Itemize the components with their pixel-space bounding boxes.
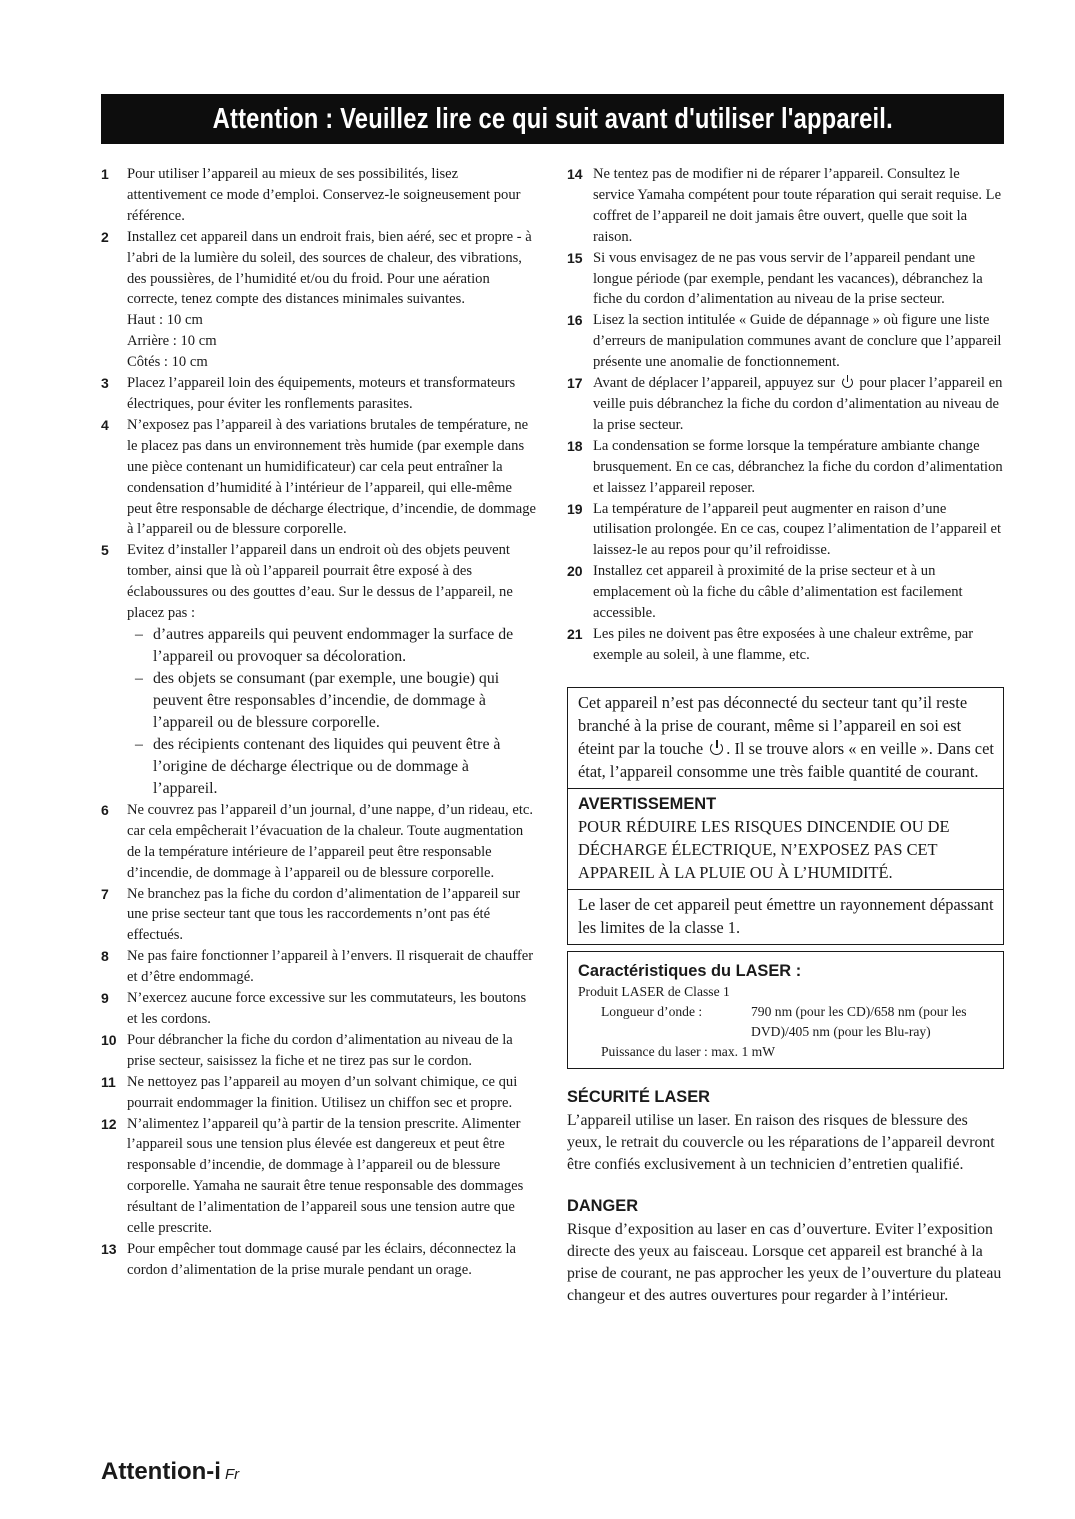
list-item: 3 Placez l’appareil loin des équipements, moteurs et transformateurs électriques, pour éviter les ronflements parasites. (101, 375, 516, 412)
danger-text: Risque d’exposition au laser en cas d’ouverture. Eviter l’exposition directe des yeux au faisceau. Lorsque cet appareil est branché à la prise de courant, ne pas approcher les yeux de l’ouverture du plateau changeur et des autres ouvertures pour regarder à l’intérieur. (567, 1220, 1002, 1304)
dash-item: – des objets se consumant (par exemple, une bougie) qui peuvent être responsables d’incendie, de dommage à l’appareil ou de blessure corporelle. (135, 669, 500, 731)
laser-notice-box: Le laser de cet appareil peut émettre un rayonnement dépassant les limites de la classe 1. (567, 889, 1004, 945)
list-item: 20 Installez cet appareil à proximité de la prise secteur et à un emplacement où la fiche du câble d’alimentation est facilement accessible. (567, 563, 963, 622)
warning-box (567, 788, 1004, 890)
language-code: Fr (224, 1466, 240, 1483)
dash-item: – d’autres appareils qui peuvent endommager la surface de l’appareil ou provoquer sa décoloration. (135, 625, 514, 665)
list-item: 7 Ne branchez pas la fiche du cordon d’alimentation de l’appareil sur une prise secteur tant que tous les raccordements n’ont pas été effectués. (101, 885, 521, 944)
list-item: 18 La condensation se forme lorsque la température ambiante change brusquement. En ce cas, débranchez la fiche du cordon d’alimentation et laissez l’appareil reposer. (567, 437, 1003, 496)
warning-text: POUR RÉDUIRE LES RISQUES DINCENDIE OU DE DÉCHARGE ÉLECTRIQUE, N’EXPOSEZ PAS CET APPAREIL À LA PLUIE OU À L’HUMIDITÉ. (578, 816, 950, 882)
page-number: Attention-i (101, 1458, 221, 1485)
laser-product: Produit LASER de Classe 1 (578, 983, 730, 999)
right-column (567, 164, 1004, 1307)
list-item: 14 Ne tentez pas de modifier ni de réparer l’appareil. Consultez le service Yamaha compétent pour toute réparation qui serait requise. Le coffret de l’appareil ne doit jamais être ouvert, quelle que soit la raison. (567, 166, 1002, 245)
page-footer (101, 1458, 239, 1486)
page-title-banner (101, 94, 1004, 144)
list-item: 2 Installez cet appareil dans un endroit frais, bien aéré, sec et propre - à l’abri de la lumière du soleil, des sources de chaleur, des vibrations, des poussières, de l’humidité et/ou du froid. Pour une aération correcte, tenez compte des distances minimales suivantes. Haut : 10 cm Arrière : 10 cm Côtés : 10 cm (101, 227, 537, 373)
standby-notice-box: Cet appareil n’est pas déconnecté du secteur tant qu’il reste branché à la prise de courant, même si l’appareil en soi est éteint par la touche . Il se trouve alors « en veille ». Dans cet état, l’appareil consomme une très faible quantité de courant. (567, 687, 1004, 789)
dash-item: – des récipients contenant des liquides qui peuvent être à l’origine de décharge électrique ou de dommage à l’appareil. (135, 735, 501, 797)
list-item: 4 N’exposez pas l’appareil à des variations brutales de température, ne le placez pas dans un environnement très humide (par exemple dans une pièce contenant un humidificateur) car cela peut entraîner la condensation d’humidité à l’intérieur de l’appareil, qui elle-même peut être responsable de décharge électrique, d’incendie, de dommage à l’appareil ou de blessure corporelle. (101, 416, 536, 538)
clearance-line: Côtés : 10 cm (127, 354, 208, 371)
list-item: 1 Pour utiliser l’appareil au mieux de ses possibilités, lisez attentivement ce mode d’emploi. Conservez-le soigneusement pour référence. (101, 166, 521, 224)
power-icon (709, 740, 724, 755)
list-item: 13 Pour empêcher tout dommage causé par les éclairs, déconnectez la cordon d’alimentation de la prise murale pendant un orage. (101, 1240, 516, 1278)
laser-power: Puissance du laser : max. 1 mW (601, 1043, 776, 1059)
power-icon (841, 375, 854, 388)
list-item: 5 Evitez d’installer l’appareil dans un endroit où des objets peuvent tomber, ainsi que là où l’appareil pourrait être exposé à des éclaboussures ou des gouttes d’eau. Sur le dessus de l’appareil, ne placez pas : – d’autres appareils qui peuvent endommager la surface de l’appareil ou provoquer sa décoloration. – des objets se consumant (par exemple, une bougie) qui peuvent être responsables d’incendie, de dommage à l’appareil ou de blessure corporelle. – des récipients contenant des liquides qui peuvent être à l’origine de décharge électrique ou de dommage à l’appareil. (101, 540, 537, 800)
list-item: 12 N’alimentez l’appareil qu’à partir de la tension prescrite. Alimenter l’appareil sous une tension plus élevée est dangereux et peut être responsable d’incendie, de dommage à l’appareil ou de blessure corporelle. Yamaha ne saurait être tenue responsable des dommages résultant de l’alimentation de l’appareil sous une tension autre que celle prescrite. (101, 1115, 524, 1237)
list-item: 8 Ne pas faire fonctionner l’appareil à l’envers. Il risquerait de chauffer et d’être endommagé. (101, 948, 534, 986)
laser-specs-box (567, 951, 1004, 1069)
warning-title: AVERTISSEMENT (578, 794, 717, 813)
danger-heading: DANGER (567, 1196, 639, 1215)
laser-safety-text: L’appareil utilise un laser. En raison des risques de blessure des yeux, le retrait du couvercle ou les réparations de l’appareil devront être confiés exclusivement à un technicien d’entretien qualifié. (567, 1111, 995, 1173)
list-item: 21 Les piles ne doivent pas être exposées à une chaleur extrême, par exemple au soleil, à une flamme, etc. (567, 625, 974, 663)
laser-safety-heading: SÉCURITÉ LASER (567, 1087, 710, 1106)
list-item: 15 Si vous envisagez de ne pas vous servir de l’appareil pendant une longue période (par exemple, pendant les vacances), débranchez la fiche du cordon d’alimentation au niveau de la prise secteur. (567, 249, 983, 308)
list-item: 16 Lisez la section intitulée « Guide de dépannage » où figure une liste d’erreurs de manipulation communes avant de conclure que l’appareil présente une anomalie de fonctionnement. (567, 312, 1002, 371)
list-item: 17 Avant de déplacer l’appareil, appuyez sur pour placer l’appareil en veille puis débranchez la fiche du cordon d’alimentation au niveau de la prise secteur. (567, 375, 1003, 433)
clearance-line: Arrière : 10 cm (127, 333, 217, 350)
page-title: Attention : Veuillez lire ce qui suit avant d'utiliser l'appareil. (212, 102, 893, 135)
list-item: 6 Ne couvrez pas l’appareil d’un journal, d’une nappe, d’un rideau, etc. car cela empêcherait l’évacuation de la chaleur. Toute augmentation de la température intérieure de l’appareil peut être responsable d’incendie, de dommage à l’appareil ou de blessure corporelle. (101, 801, 534, 881)
clearance-line: Haut : 10 cm (127, 312, 203, 329)
laser-wavelength: Longueur d’onde : 790 nm (pour les CD)/658 nm (pour les DVD)/405 nm (pour les Blu-ray) (601, 1003, 967, 1039)
list-item: 11 Ne nettoyez pas l’appareil au moyen d’un solvant chimique, ce qui pourrait endommager la finition. Utilisez un chiffon sec et propre. (101, 1073, 518, 1111)
list-item: 19 La température de l’appareil peut augmenter en raison d’une utilisation prolongée. En ce cas, coupez l’alimentation de l’appareil et laissez-le au repos pour qu’il refroidisse. (567, 500, 1002, 559)
list-item: 9 N’exercez aucune force excessive sur les commutateurs, les boutons et les cordons. (101, 990, 527, 1027)
list-item: 10 Pour débrancher la fiche du cordon d’alimentation au niveau de la prise secteur, saisissez la fiche et ne tirez pas sur le cordon. (101, 1031, 513, 1069)
left-column (101, 164, 537, 1281)
laser-specs-title: Caractéristiques du LASER : (578, 961, 802, 980)
